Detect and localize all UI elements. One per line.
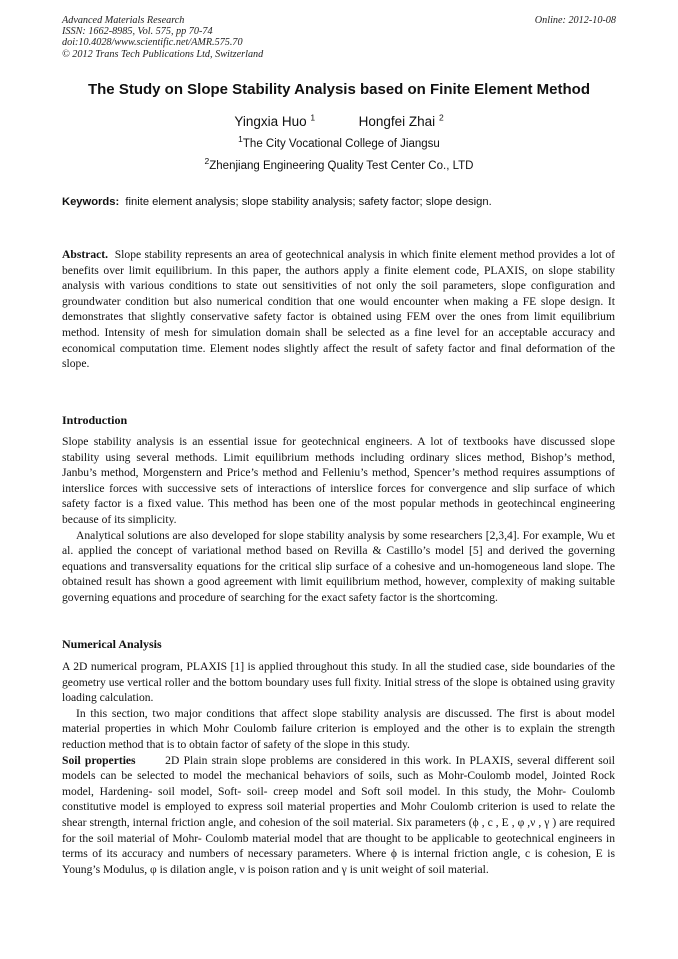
affiliation-mark: 1 <box>238 134 243 145</box>
affiliation-mark: 2 <box>204 156 210 167</box>
paper-title: The Study on Slope Stability Analysis based on Finite Element Method <box>87 81 590 98</box>
doi-line: doi:10.4028/www.scientific.net/AMR.575.70 <box>62 37 243 49</box>
keywords <box>62 196 618 208</box>
affiliation-text: The City Vocational College of Jiangsu <box>242 138 440 150</box>
paragraph <box>62 753 615 878</box>
copyright-line: © 2012 Trans Tech Publications Ltd, Switzerland <box>62 48 264 60</box>
paragraph-text: 2D Plain strain slope problems are considered in this work. In PLAXIS, several different soil models can be selected to model the mechanical behaviors of soils, such as Mohr-Coulomb model, Jointed Rock model, Hardening- soil model, Soft- soil- creep model and Soft soil model. In this study, the Mohr- Coulomb constitutive model is employed to express soil material properties and Mohr Coulomb criterion is used to relate the shear strength, internal friction angle, and cohesion of the soil material. Six parameters (ϕ , c , E , φ ,ν , γ ) are required for the soil material of Mohr- Coulomb material model that are thought to be applicable to geotechnical engineers in terms of its accuracy and numbers of necessary parameters. Where ϕ is internal friction angle, c is cohesion, E is Young’s Modulus, φ is dilation angle, ν is poison ration and γ is unit weight of soil material. <box>62 753 616 876</box>
paragraph: A 2D numerical program, PLAXIS [1] is applied throughout this study. In all the studied case, side boundaries of the geometry use vertical roller and the bottom boundary uses full fixity. Initial stress of the slope is obtained using gravity loading calculation. <box>62 660 615 705</box>
affiliation-text: Zhenjiang Engineering Quality Test Center Co., LTD <box>209 160 474 172</box>
author-name: Yingxia Huo <box>234 114 307 129</box>
affiliation <box>0 156 678 172</box>
section-heading: Numerical Analysis <box>62 637 162 651</box>
abstract-text: Slope stability represents an area of geotechnical analysis in which finite element method provides a lot of benefits over limit equilibrium. In this paper, the authors apply a finite element code, PLAXIS, on slope stability analysis with various conditions to state out sensitivities of not only the soil parameters, slope configuration and groundwater condition but also numerical condition that one would encounter when making a FE slope design. It demonstrates that slightly conservative safety factor is obtained using FEM over the ones from limit equilibrium method. Intensity of mesh for simulation domain shall be selected as a fine level for an acceptable accuracy and economical computation time. Element nodes slightly affect the result of safety factor and final deformation of the slope. <box>62 248 616 371</box>
online-date: Online: 2012-10-08 <box>534 15 616 26</box>
keywords-text: finite element analysis; slope stability analysis; safety factor; slope design. <box>125 196 492 208</box>
author-name: Hongfei Zhai <box>358 114 436 129</box>
numerical-analysis-body <box>62 659 615 877</box>
abstract <box>62 247 615 372</box>
issn-line: ISSN: 1662-8985, Vol. 575, pp 70-74 <box>62 26 213 38</box>
introduction-body <box>62 434 615 606</box>
affiliation <box>0 134 678 150</box>
journal-header <box>62 15 482 60</box>
paragraph: Slope stability analysis is an essential issue for geotechnical engineers. A lot of textbooks have discussed slope stability using several methods. Limit equilibrium methods including ordinary slices method, Bishop’s method, Janbu’s method, Morgenstern and Price’s method and Felleniu’s method, Spencer’s method requires assumptions of interslice forces with successive sets of interactions of interslice forces for convergence and slip surface of which safety factor is a fixed value. This method has been one of the most popular methods in geotechincal engineering because of its simplicity. <box>62 435 615 526</box>
author-affil-mark: 2 <box>438 112 444 123</box>
author-list <box>0 114 678 129</box>
abstract-label: Abstract. <box>62 248 109 261</box>
section-heading: Introduction <box>62 413 128 427</box>
paragraph: In this section, two major conditions that affect slope stability analysis are discussed. The first is about model material properties in which Mohr Coulomb failure criterion is employed and the other is to explain the strength reduction method that is to obtain factor of safety of the slope in this study. <box>62 706 615 751</box>
author-affil-mark: 1 <box>310 112 316 123</box>
journal-name: Advanced Materials Research <box>62 15 185 26</box>
paragraph: Analytical solutions are also developed for slope stability analysis by some researchers [2,3,4]. For example, Wu et al. applied the concept of variational method based on Revilla & Castillo’s model [5] and derived the governing equations and transversality equations for the critical slip surface of a cohesive and un-homogeneous land slope. The obtained result has shown a good agreement with limit equilibrium method, however, complexity of making suitable governing equations and procedure of searching for the exact safety factor is the shortcoming. <box>62 528 615 604</box>
keywords-label: Keywords: <box>62 196 120 208</box>
run-in-heading: Soil properties <box>62 753 136 767</box>
